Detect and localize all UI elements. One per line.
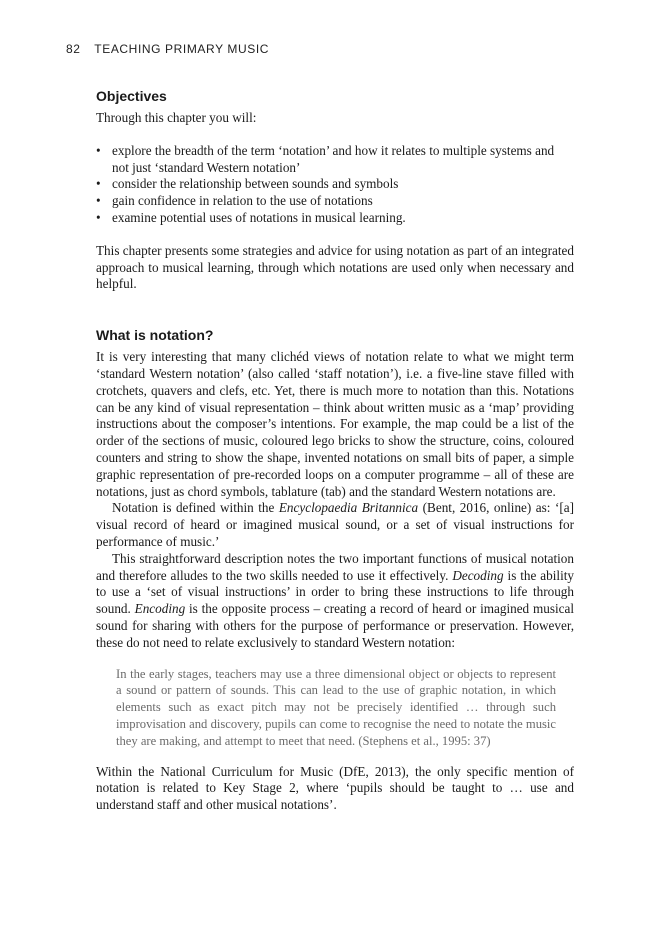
section-heading: What is notation? [96, 327, 214, 344]
source-title: Encyclopaedia Britannica [278, 500, 419, 516]
bullet-icon: • [96, 193, 101, 209]
term-encoding: Encoding [134, 601, 186, 617]
bullet-icon: • [96, 176, 101, 192]
running-title: TEACHING PRIMARY MUSIC [94, 42, 270, 56]
objective-item: • examine potential uses of notations in musical learning. [96, 209, 406, 225]
page-number: 82 [66, 42, 81, 56]
paragraph-3: This straightforward description notes the two important functions of musical notation and therefore alludes to the two skills needed to use it effectively. Decoding is the ability to use a ‘set of visual instructions’ in order to bring these instructions to life through sound. Encoding is the opposite process – creating a record of heard or imagined musical sound for sharing with others for the purpose of performance or preservation. However, these do not need to relate exclusively to standard Western notation: [96, 550, 575, 650]
objective-item: • explore the breadth of the term ‘notation’ and how it relates to multiple systems and not just ‘standard Western notation’ [96, 142, 555, 175]
bullet-icon: • [96, 142, 101, 158]
paragraph-2: Notation is defined within the Encyclopaedia Britannica (Bent, 2016, online) as: ‘[a] visual record of heard or imagined musical sound, or a set of visual instructions for performance of music.’ [96, 500, 574, 549]
block-quote: In the early stages, teachers may use a three dimensional object or objects to represent a sound or pattern of sounds. This can lead to the use of graphic notation, in which elements such as exact pitch may not be precisely identified … through such improvisation and discovery, pupils can come to recognise the need to notate the music they are making, and attempt to meet that need. (Stephens et al., 1995: 37) [116, 666, 556, 748]
page-content [96, 88, 574, 814]
objectives-intro: Through this chapter you will: [96, 110, 257, 125]
bullet-icon: • [96, 209, 101, 225]
paragraph-1: It is very interesting that many clichéd views of notation relate to what we might term ‘standard Western notation’ (also called ‘staff notation’), i.e. a five-line stave filled with crotchets, quavers and clefs, etc. Yet, there is much more to notation than this. Notations can be any kind of visual representation – think about written music as a ‘map’ providing instructions about the composer’s intentions. For example, the map could be a list of the order of the sections of music, coloured lego bricks to show the structure, coins, coloured counters and string to show the shape, invented notations on small bits of paper, a simple graphic representation of pre-recorded loops on a computer programme – all of these are notations, just as chord symbols, tablature (tab) and the standard Western notations are. [96, 349, 574, 499]
running-header [66, 42, 269, 56]
chapter-summary: This chapter presents some strategies and advice for using notation as part of an integrated approach to musical learning, through which notations are used only when necessary and helpful. [96, 242, 574, 292]
objective-item: • gain confidence in relation to the use of notations [96, 193, 373, 209]
objective-item: • consider the relationship between sounds and symbols [96, 176, 399, 192]
paragraph-4: Within the National Curriculum for Music (DfE, 2013), the only specific mention of notation is related to Key Stage 2, where ‘pupils should be taught to … use and understand staff and other musical notations’. [96, 763, 574, 813]
objectives-list [96, 143, 574, 227]
term-decoding: Decoding [452, 567, 504, 583]
objectives-heading: Objectives [96, 88, 167, 104]
